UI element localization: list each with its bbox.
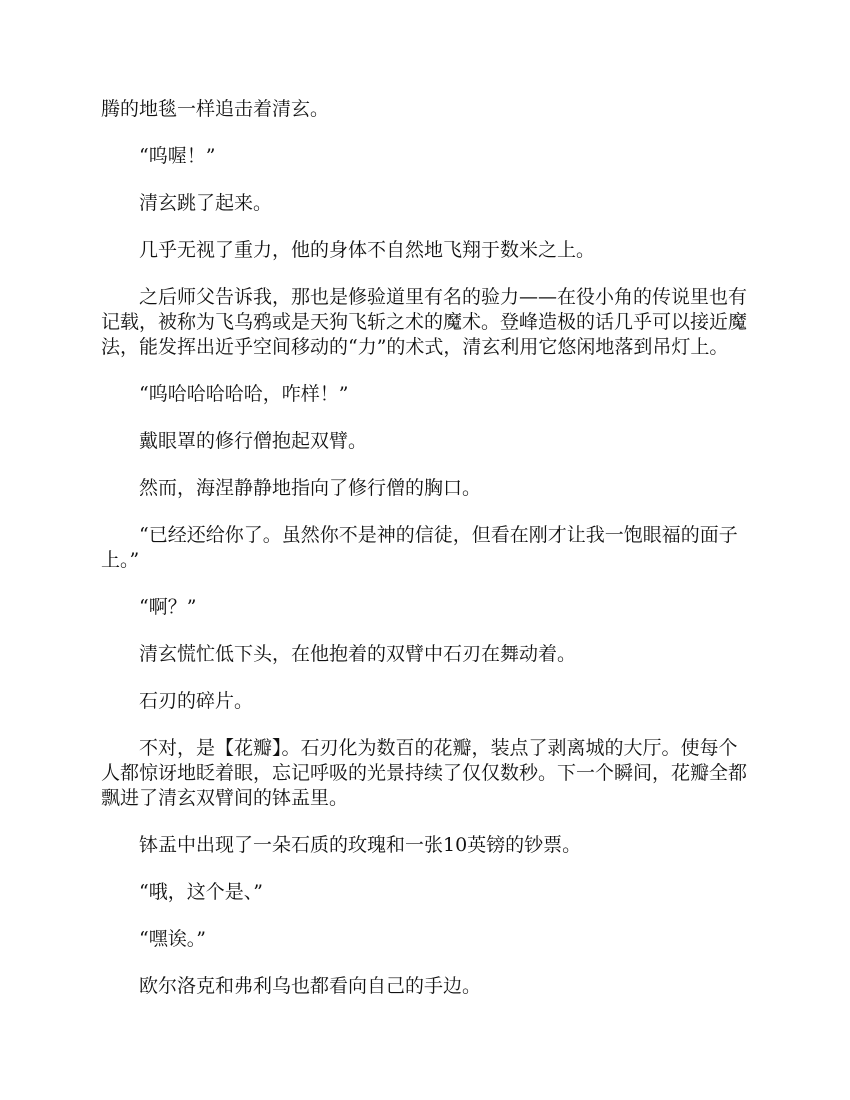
paragraph: 之后师父告诉我，那也是修验道里有名的验力——在役小角的传说里也有记载，被称为飞乌鸦或是天狗飞斩之术的魔术。登峰造极的话几乎可以接近魔法，能发挥出近乎空间移动的“力”的术式，清玄利用它悠闲地落到吊灯上。 (101, 286, 748, 358)
paragraph: 几乎无视了重力，他的身体不自然地飞翔于数米之上。 (139, 239, 596, 261)
paragraph: 欧尔洛克和弗利乌也都看向自己的手边。 (139, 975, 482, 997)
paragraph: “呜喔！” (139, 145, 216, 167)
paragraph: “啊？” (139, 596, 197, 618)
paragraph: “哦，这个是、” (139, 881, 263, 903)
paragraph: 钵盂中出现了一朵石质的玫瑰和一张10英镑的钞票。 (139, 834, 582, 856)
paragraph: “呜哈哈哈哈哈，咋样！” (139, 383, 349, 405)
paragraph: 不对，是【花瓣】。石刃化为数百的花瓣，装点了剥离城的大厅。使每个人都惊讶地眨着眼，忘记呼吸的光景持续了仅仅数秒。下一个瞬间，花瓣全都飘进了清玄双臂间的钵盂里。 (101, 737, 748, 809)
paragraph: 清玄跳了起来。 (139, 192, 273, 214)
paragraph: “嘿诶。” (139, 928, 206, 950)
document-page (101, 97, 751, 1021)
paragraph: 戴眼罩的修行僧抱起双臂。 (139, 430, 368, 452)
paragraph: 腾的地毯一样追击着清玄。 (101, 98, 330, 120)
paragraph: “已经还给你了。虽然你不是神的信徒，但看在刚才让我一饱眼福的面子上。” (101, 524, 738, 571)
paragraph: 石刃的碎片。 (139, 690, 254, 712)
paragraph: 清玄慌忙低下头，在他抱着的双臂中石刃在舞动着。 (139, 643, 577, 665)
paragraph: 然而，海涅静静地指向了修行僧的胸口。 (139, 477, 482, 499)
